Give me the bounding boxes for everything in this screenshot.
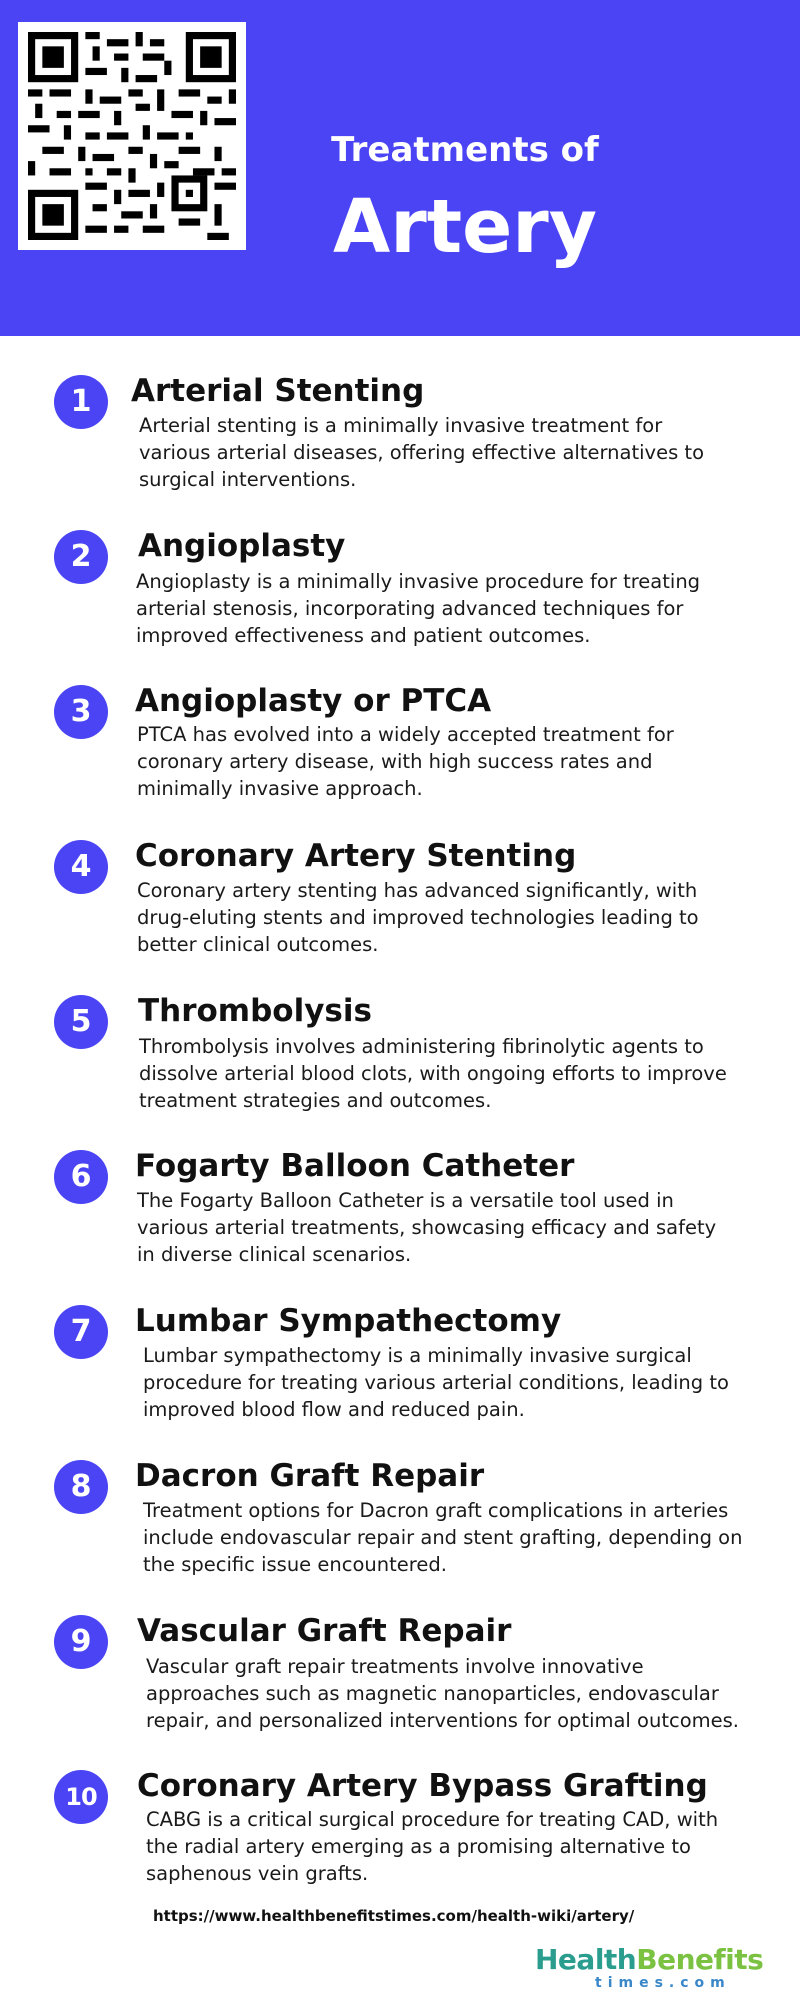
treatment-title: Fogarty Balloon Catheter	[135, 1148, 575, 1184]
treatment-item-9	[0, 1595, 800, 1745]
treatment-item-3	[0, 665, 800, 815]
treatment-title: Thrombolysis	[138, 993, 372, 1029]
treatment-title: Arterial Stenting	[131, 373, 425, 409]
qr-code[interactable]	[18, 22, 246, 250]
number-badge: 5	[54, 995, 108, 1049]
treatment-item-4	[0, 820, 800, 970]
treatment-description: Lumbar sympathectomy is a minimally invasive surgical procedure for treating various arterial conditions, leading to improved blood flow and reduced pain.	[143, 1344, 729, 1421]
treatment-description: The Fogarty Balloon Catheter is a versatile tool used in various arterial treatments, showcasing efficacy and safety in diverse clinical scenarios.	[137, 1189, 717, 1266]
source-link[interactable]: https://www.healthbenefitstimes.com/health-wiki/artery/	[153, 1907, 635, 1925]
logo-health-text: Health	[535, 1943, 637, 1976]
brand-logo[interactable]	[535, 1943, 764, 1991]
number-badge: 6	[54, 1150, 108, 1204]
treatment-description: Coronary artery stenting has advanced significantly, with drug-eluting stents and improved technologies leading to better clinical outcomes.	[137, 879, 699, 956]
treatment-item-6	[0, 1130, 800, 1280]
treatment-item-10	[0, 1750, 800, 1900]
logo-benefits-text: Benefits	[636, 1943, 764, 1976]
qr-code-icon	[28, 32, 236, 240]
number-badge: 4	[54, 840, 108, 894]
header-subtitle: Treatments of	[331, 130, 599, 170]
treatment-title: Vascular Graft Repair	[137, 1613, 512, 1649]
logo-wordmark	[535, 1943, 763, 1976]
treatment-item-8	[0, 1440, 800, 1590]
treatment-item-1	[0, 355, 800, 505]
number-badge: 10	[54, 1770, 108, 1824]
treatment-description: Arterial stenting is a minimally invasive treatment for various arterial diseases, offering effective alternatives to surgical interventions.	[139, 414, 705, 491]
treatment-item-2	[0, 510, 800, 660]
treatment-title: Angioplasty	[138, 528, 346, 564]
number-badge: 3	[54, 685, 108, 739]
treatment-title: Lumbar Sympathectomy	[135, 1303, 562, 1339]
treatment-title: Dacron Graft Repair	[135, 1458, 485, 1494]
treatment-item-7	[0, 1285, 800, 1435]
number-badge: 8	[54, 1460, 108, 1514]
treatment-title: Angioplasty or PTCA	[135, 683, 492, 719]
page-title: Artery	[332, 184, 598, 270]
logo-subtext: times.com	[595, 1975, 731, 1991]
number-badge: 9	[54, 1615, 108, 1669]
treatment-item-5	[0, 975, 800, 1125]
treatment-description: Angioplasty is a minimally invasive procedure for treating arterial stenosis, incorporating advanced techniques for improved effectiveness and patient outcomes.	[136, 570, 701, 647]
header-banner	[0, 0, 800, 336]
treatment-title: Coronary Artery Bypass Grafting	[137, 1768, 708, 1804]
treatment-title: Coronary Artery Stenting	[135, 838, 577, 874]
treatment-description: Treatment options for Dacron graft complications in arteries include endovascular repair and stent grafting, depending on the specific issue encountered.	[143, 1499, 743, 1576]
number-badge: 1	[54, 375, 108, 429]
number-badge: 7	[54, 1305, 108, 1359]
treatment-description: PTCA has evolved into a widely accepted treatment for coronary artery disease, with high success rates and minimally invasive approach.	[137, 723, 674, 800]
treatment-description: Vascular graft repair treatments involve innovative approaches such as magnetic nanoparticles, endovascular repair, and personalized interventions for optimal outcomes.	[146, 1655, 739, 1732]
treatment-description: Thrombolysis involves administering fibrinolytic agents to dissolve arterial blood clots, with ongoing efforts to improve treatment strategies and outcomes.	[139, 1035, 727, 1112]
number-badge: 2	[54, 530, 108, 584]
treatment-description: CABG is a critical surgical procedure for treating CAD, with the radial artery emerging as a promising alternative to saphenous vein grafts.	[146, 1808, 719, 1885]
